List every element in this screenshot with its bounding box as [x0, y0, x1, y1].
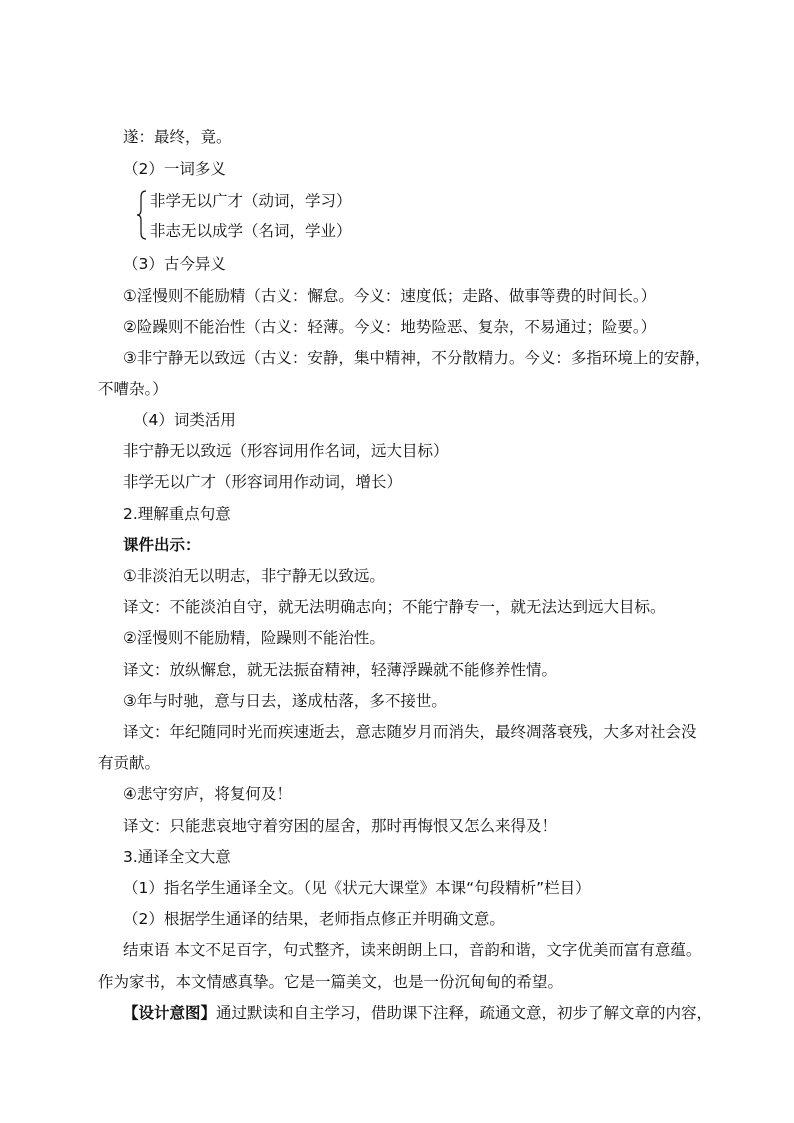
text-line: （1）指名学生通译全文。（见《状元大课堂》本课“句段精析”栏目） [123, 879, 591, 897]
text-line: ②淫慢则不能励精，险躁则不能治性。 [123, 629, 385, 647]
text-line: ③非宁静无以致远（古义：安静，集中精神，不分散精力。今义：多指环境上的安静， [123, 349, 711, 367]
text-line: ①非淡泊无以明志，非宁静无以致远。 [123, 567, 385, 585]
brace-icon [137, 190, 147, 240]
courseware-label: 课件出示： [123, 536, 201, 554]
section-heading: 3.通译全文大意 [123, 848, 231, 866]
text-line: 作为家书，本文情感真挚。它是一篇美文，也是一份沉甸甸的希望。 [98, 973, 564, 991]
text-line: ④悲守穷庐，将复何及！ [123, 785, 292, 803]
text-line: 非宁静无以致远（形容词用作名词，远大目标） [123, 442, 449, 460]
design-intent-paragraph [123, 1003, 712, 1023]
text-line: 非学无以广才（动词，学习） [150, 192, 352, 210]
text-line: 通过默读和自主学习，借助课下注释，疏通文意，初步了解文章的内容， [216, 1004, 713, 1022]
section-heading: 2.理解重点句意 [123, 505, 231, 523]
text-line: ③年与时驰，意与日去，遂成枯落，多不接世。 [123, 692, 447, 710]
section-heading: （4）词类活用 [133, 411, 236, 429]
text-line: 不嘈杂。） [98, 380, 168, 398]
section-heading: （2）一词多义 [123, 160, 226, 178]
text-line: 译文：放纵懈怠，就无法振奋精神，轻薄浮躁就不能修养性情。 [123, 661, 558, 679]
text-line: 译文：年纪随同时光而疾速逝去，意志随岁月而消失，最终凋落衰残，大多对社会没 [123, 723, 697, 741]
text-line: 非学无以广才（形容词用作动词，增长） [123, 473, 403, 491]
design-intent-label: 【设计意图】 [123, 1004, 217, 1022]
text-line: 遂：最终，竟。 [123, 128, 232, 146]
text-line: 译文：不能淡泊自守，就无法明确志向；不能宁静专一，就无法达到远大目标。 [123, 598, 666, 616]
text-line: ②险躁则不能治性（古义：轻薄。今义：地势险恶、复杂，不易通过；险要。） [123, 318, 657, 336]
text-line: 译文：只能悲哀地守着穷困的屋舍，那时再悔恨又怎么来得及！ [123, 817, 558, 835]
text-line: （2）根据学生通译的结果，老师指点修正并明确文意。 [123, 910, 505, 928]
text-line: 结束语 本文不足百字，句式整齐，读来朗朗上口，音韵和谐，文字优美而富有意蕴。 [123, 941, 702, 959]
text-line: 非志无以成学（名词，学业） [150, 222, 352, 240]
text-line: ①淫慢则不能励精（古义：懈怠。今义：速度低；走路、做事等费的时间长。） [123, 287, 657, 305]
section-heading: （3）古今异义 [123, 255, 226, 273]
text-line: 有贡献。 [98, 754, 161, 772]
